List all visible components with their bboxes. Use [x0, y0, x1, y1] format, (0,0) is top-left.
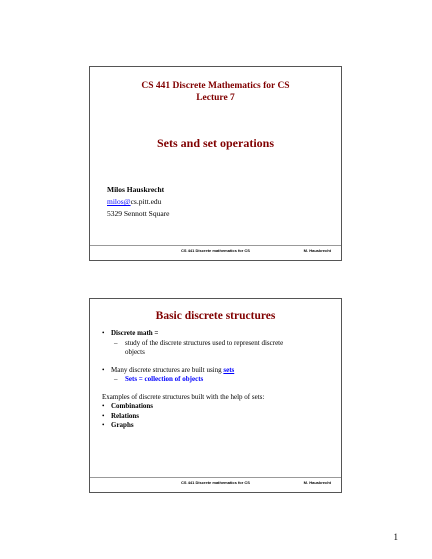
definition-line1: study of the discrete structures used to represent discrete — [125, 338, 284, 347]
author-email — [107, 196, 170, 208]
slide-2 — [89, 298, 342, 493]
definition-line2: objects — [125, 348, 145, 356]
lecture-title-line1: CS 441 Discrete Mathematics for CS — [141, 81, 290, 91]
email-link[interactable]: milos@ — [107, 197, 131, 206]
slide-2-title: Basic discrete structures — [155, 310, 276, 322]
dash-marker: – — [114, 338, 118, 347]
footer-course: CS 441 Discrete mathematics for CS — [181, 480, 250, 485]
example-relations: Relations — [111, 411, 139, 420]
bullet-discrete-math — [102, 329, 333, 339]
slide-1-footer — [90, 245, 341, 255]
lecture-subtitle: Sets and set operations — [156, 136, 274, 150]
bullet-discrete-math-label: Discrete math = — [111, 329, 159, 337]
bullet-built-using-sets — [102, 366, 333, 376]
sub-bullet-sets-definition — [102, 375, 333, 385]
author-block — [107, 184, 170, 220]
examples-intro: Examples of discrete structures built with the help of sets: — [102, 392, 265, 401]
sub-bullet-definition — [102, 339, 333, 358]
footer-author: M. Hauskrecht — [303, 248, 331, 253]
example-item — [102, 421, 333, 431]
page-number: 1 — [393, 532, 398, 542]
example-graphs: Graphs — [111, 421, 134, 429]
lecture-title — [90, 80, 341, 104]
email-domain: cs.pitt.edu — [130, 197, 162, 206]
slide-2-footer — [90, 477, 341, 487]
author-name: Milos Hauskrecht — [107, 185, 165, 194]
example-combinations: Combinations — [111, 402, 154, 410]
example-item — [102, 412, 333, 422]
author-office: 5329 Sennott Square — [107, 209, 170, 218]
bullet-sets-prefix: Many discrete structures are built using — [111, 365, 224, 374]
example-item — [102, 402, 333, 412]
footer-course: CS 441 Discrete mathematics for CS — [181, 248, 250, 253]
lecture-title-line2: Lecture 7 — [196, 93, 235, 103]
sets-link[interactable]: sets — [223, 365, 235, 374]
footer-author: M. Hauskrecht — [303, 480, 331, 485]
slide-1 — [89, 66, 342, 261]
sets-definition: Sets = collection of objects — [125, 375, 204, 383]
slide-2-body — [102, 329, 333, 431]
dash-marker: – — [114, 375, 118, 383]
